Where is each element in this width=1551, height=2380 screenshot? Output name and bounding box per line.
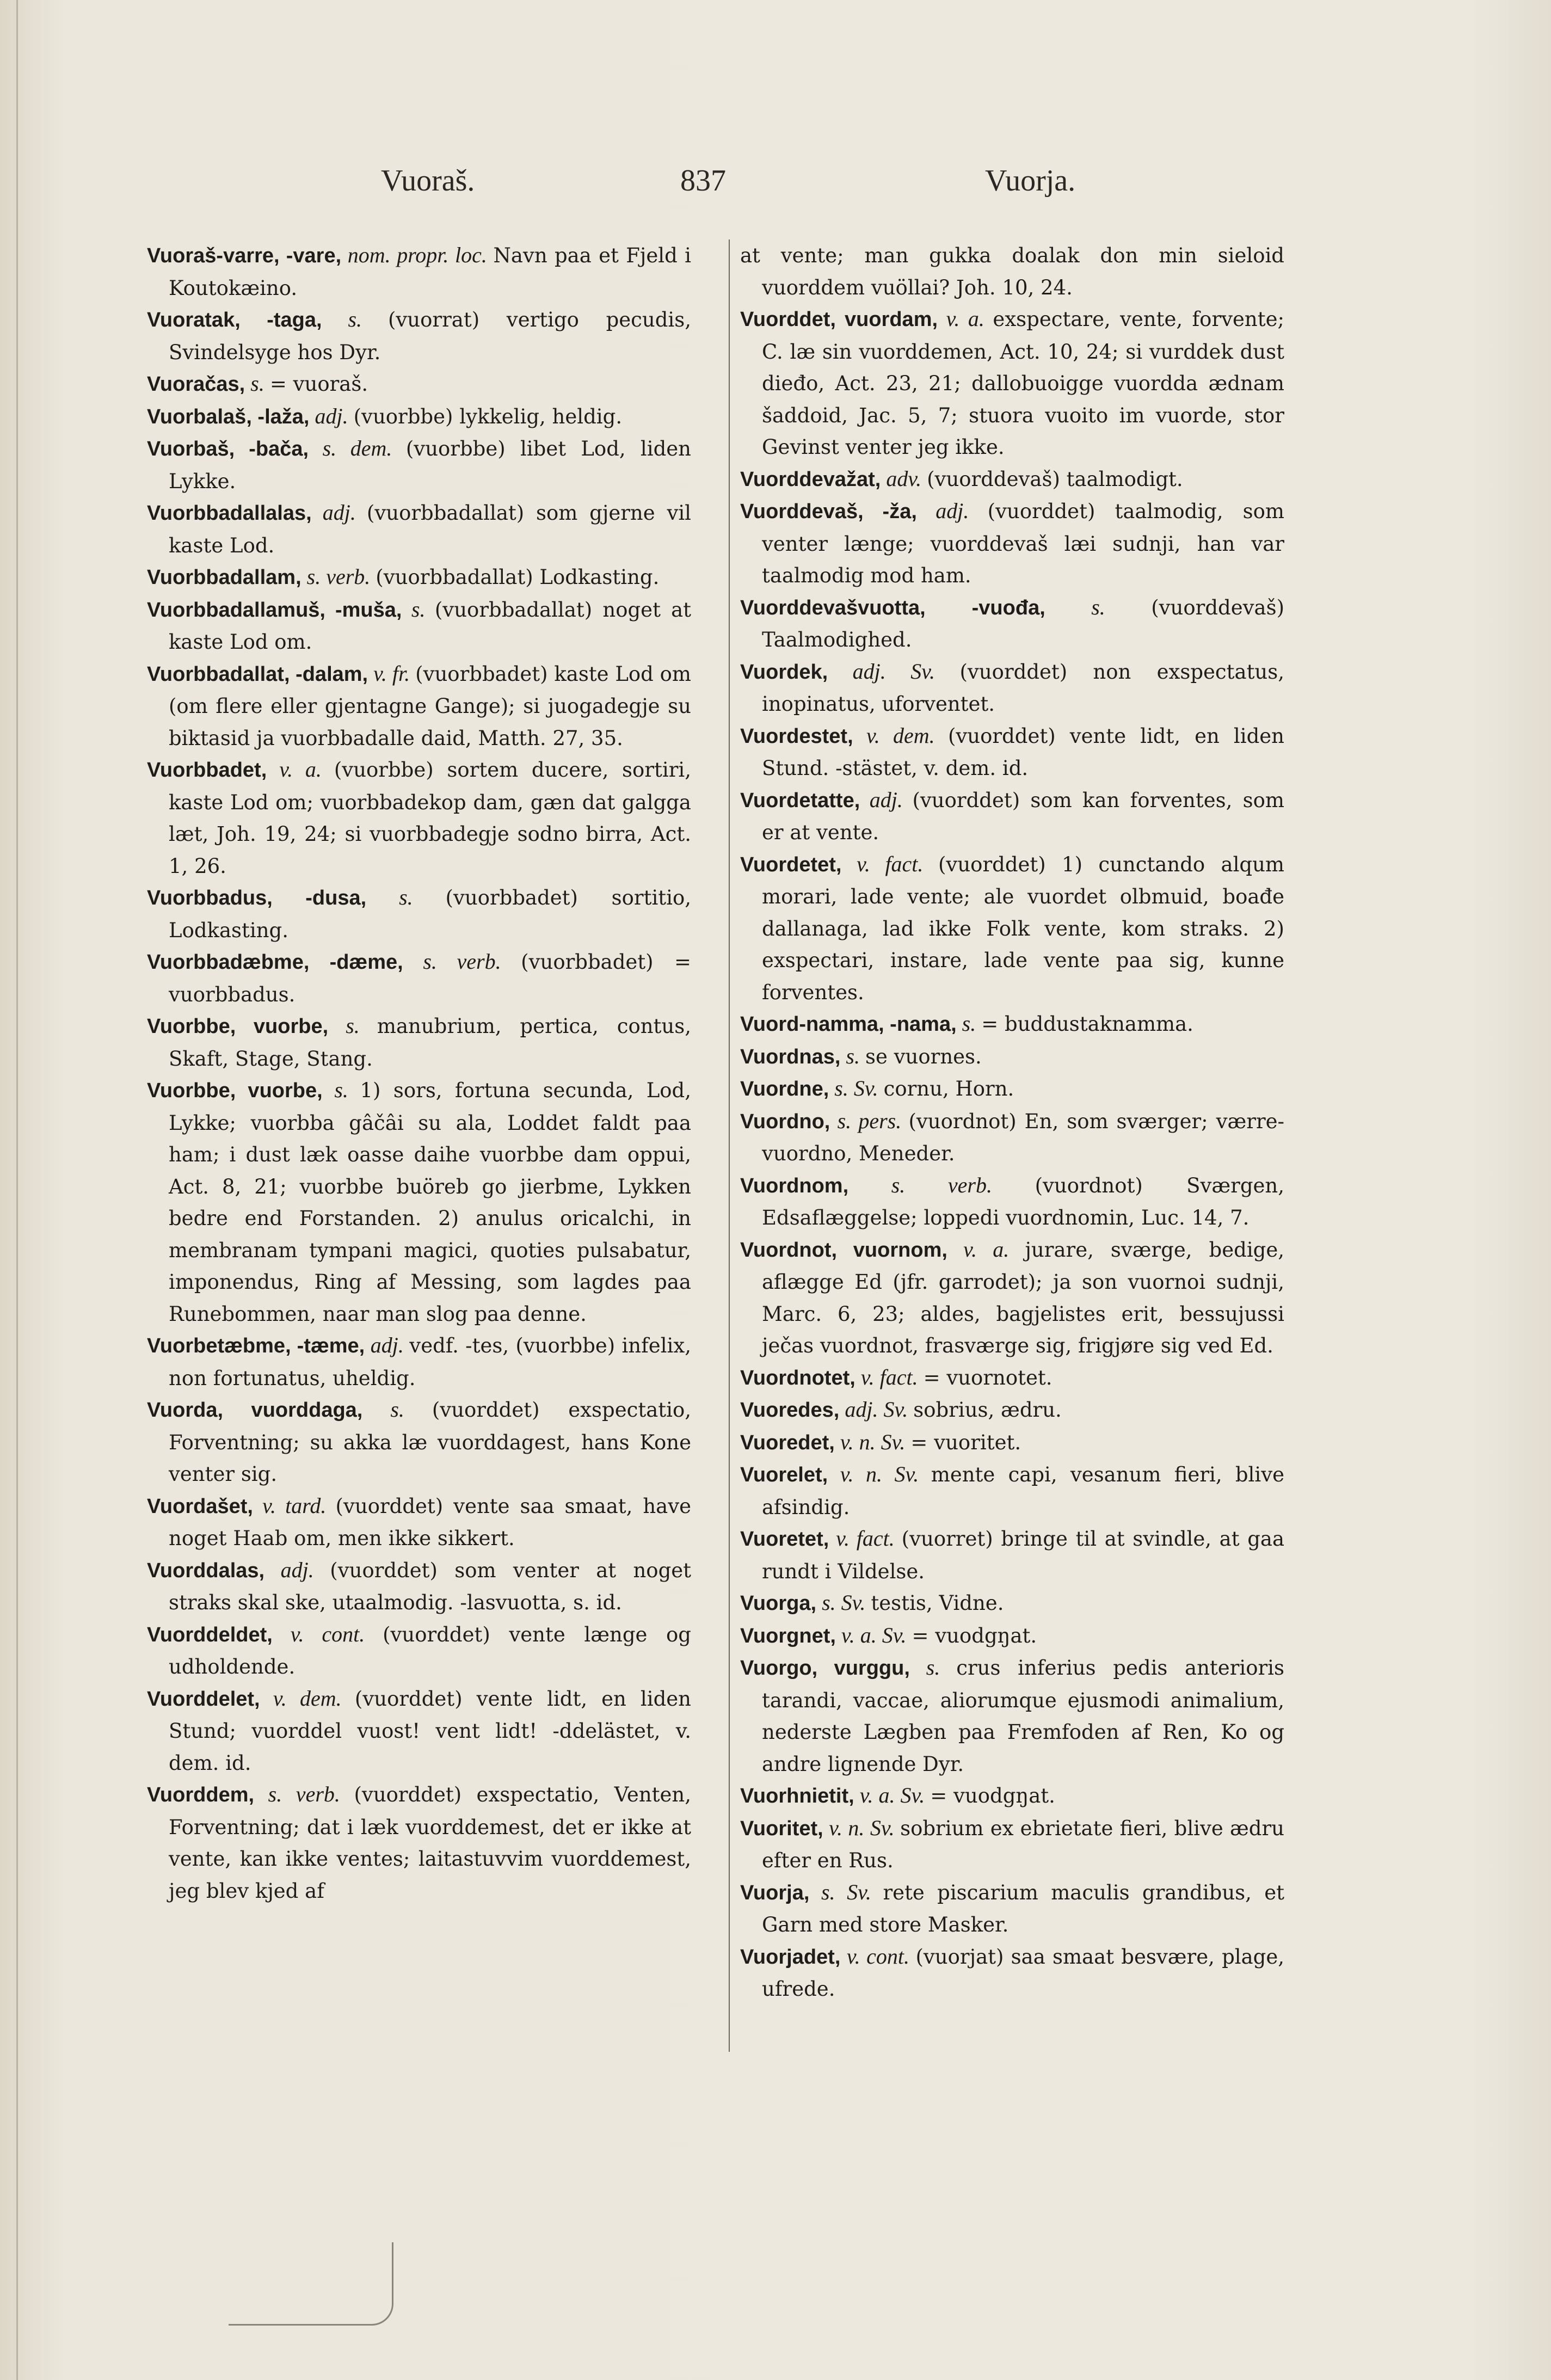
headword: Vuorddalas, <box>147 1559 265 1582</box>
headword: Vuordašet, <box>147 1495 253 1518</box>
grammar-label: s. Sv. <box>822 1590 866 1615</box>
grammar-label: s. pers. <box>837 1108 902 1133</box>
headword: Vuorbalaš, -laža, <box>147 405 310 428</box>
definition-text: crus inferius pedis anterioris tarandi, vaccae, aliorumque ejusmodi animalium, nederste Lægben paa Fremfoden af Ren, Ko og andre lignende Dyr. <box>762 1656 1284 1776</box>
dictionary-entry <box>740 1362 1284 1394</box>
definition-text: = vuodgŋat. <box>912 1623 1037 1647</box>
definition-text: mente capi, vesanum fieri, blive afsindig. <box>762 1463 1285 1519</box>
definition-text: (vuorrat) vertigo pecudis, Svindelsyge hos Dyr. <box>169 308 691 364</box>
headword: Vuorjadet, <box>740 1945 841 1969</box>
headword: Vuoratak, -taga, <box>147 309 322 331</box>
grammar-label: adj. <box>315 403 348 428</box>
headword: Vuorgnet, <box>740 1624 836 1647</box>
dictionary-entry <box>740 656 1284 720</box>
dictionary-entry <box>740 784 1284 848</box>
headword: Vuorddet, vuordam, <box>740 308 938 331</box>
grammar-label: s. <box>348 307 362 331</box>
dictionary-entry <box>740 1073 1284 1105</box>
dictionary-entry <box>740 1008 1284 1041</box>
headword: Vuorddevaš, -ža, <box>740 500 917 523</box>
grammar-label: v. a. <box>963 1237 1010 1262</box>
definition-text: (vuorbbadet) kaste Lod om (om flere eller gjentagne Gange); si juogadegje su biktasid ja vuorbbadalle daid, Matth. 27, 35. <box>169 662 691 750</box>
headword: Vuorga, <box>740 1592 817 1615</box>
definition-text: se vuornes. <box>865 1044 982 1068</box>
dictionary-entry <box>740 1652 1284 1780</box>
headword: Vuoretet, <box>740 1528 829 1551</box>
headword: Vuorddelet, <box>147 1687 260 1711</box>
grammar-label: s. verb. <box>268 1782 340 1806</box>
dictionary-entry <box>147 1010 691 1074</box>
grammar-label: nom. propr. loc. <box>347 243 487 267</box>
dictionary-entry <box>740 1394 1284 1426</box>
headword: Vuorda, vuorddaga, <box>147 1399 363 1422</box>
grammar-label: adv. <box>886 466 922 491</box>
dictionary-entry <box>147 1074 691 1330</box>
dictionary-entry <box>147 946 691 1010</box>
definition-text: (vuorbbe) lykkelig, heldig. <box>353 404 623 428</box>
dictionary-entry <box>740 1426 1284 1459</box>
dictionary-entry <box>147 1394 691 1490</box>
dictionary-entry <box>740 1620 1284 1652</box>
grammar-label: v. a. Sv. <box>841 1622 907 1647</box>
headword: Vuorbbadus, -dusa, <box>147 887 367 909</box>
definition-text: cornu, Horn. <box>883 1077 1014 1100</box>
dictionary-entry <box>740 1234 1284 1362</box>
headword: Vuorbbe, vuorbe, <box>147 1079 323 1102</box>
headword: Vuordetet, <box>740 853 842 876</box>
dictionary-entry <box>147 1490 691 1554</box>
definition-text: (vuordnot) Sværgen, Edsaflæggelse; loppedi vuordnomin, Luc. 14, 7. <box>762 1173 1285 1229</box>
headword: Vuorbbadallat, -dalam, <box>147 662 368 686</box>
headword: Vuorddevažat, <box>740 468 881 491</box>
dictionary-entry <box>147 239 691 304</box>
grammar-label: v. dem. <box>866 723 935 748</box>
headword: Vuordnot, vuornom, <box>740 1238 947 1262</box>
grammar-label: s. <box>346 1013 360 1038</box>
definition-text: sobrium ex ebrietate fieri, blive ædru efter en Rus. <box>762 1816 1284 1872</box>
headword: Vuorbaš, -bača, <box>147 438 309 460</box>
definition-text: (vuorbbadet) = vuorbbadus. <box>169 950 691 1006</box>
column-divider <box>729 239 730 2052</box>
grammar-label: s. <box>250 371 264 396</box>
page-number: 837 <box>680 164 726 198</box>
definition-text: exspectare, vente, forvente; C. læ sin vuorddemen, Act. 10, 24; si vurddek dust dieđo, Act. 23, 21; dallobuoigge vuordda ædnam šaddoid, Jac. 5, 7; stuora vuoito im vuorde, stor Gevinst venter jeg ikke. <box>762 308 1284 459</box>
dictionary-entry <box>740 1041 1284 1073</box>
headword: Vuordno, <box>740 1110 830 1133</box>
grammar-label: v. n. Sv. <box>829 1815 895 1840</box>
headword: Vuorhnietit, <box>740 1785 854 1807</box>
definition-text: (vuorddet) exspectatio, Forventning; su akka læ vuorddagest, hans Kone venter sig. <box>169 1398 691 1486</box>
definition-text: vedf. -tes, (vuorbbe) infelix, non fortunatus, uheldig. <box>169 1334 691 1390</box>
headword: Vuorbbadallamuš, -muša, <box>147 598 402 622</box>
definition-text: = vuoraš. <box>269 372 368 396</box>
grammar-label: adj. <box>280 1557 314 1582</box>
running-head-left: Vuoraš. <box>381 164 475 198</box>
grammar-label: s. <box>1091 594 1105 619</box>
dictionary-entry <box>147 401 691 433</box>
left-column <box>147 239 691 1907</box>
definition-text: (vuorddevaš) Taalmodighed. <box>762 595 1285 651</box>
dictionary-entry <box>147 1554 691 1619</box>
grammar-label: s. <box>926 1655 940 1680</box>
definition-text: sobrius, ædru. <box>913 1398 1062 1422</box>
definition-text: (vuorret) bringe til at svindle, at gaa rundt i Vildelse. <box>762 1527 1285 1583</box>
grammar-label: adj. Sv. <box>852 659 935 684</box>
grammar-label: s. <box>399 885 413 909</box>
grammar-label: v. fr. <box>373 661 410 686</box>
dictionary-entry <box>740 1523 1284 1587</box>
headword: Vuordetatte, <box>740 789 860 812</box>
right-column <box>740 239 1284 2005</box>
dictionary-entry <box>740 1105 1284 1170</box>
definition-text: (vuorbbadet) sortitio, Lodkasting. <box>169 886 692 942</box>
dictionary-entry <box>147 594 691 658</box>
headword: Vuorelet, <box>740 1463 828 1486</box>
headword: Vuorbbadallam, <box>147 566 301 589</box>
corner-mark <box>229 2242 393 2326</box>
definition-text: (vuorddet) vente lidt, en liden Stund. -stästet, v. dem. id. <box>762 724 1285 780</box>
definition-text: rete piscarium maculis grandibus, et Garn med store Masker. <box>762 1880 1285 1936</box>
grammar-label: s. <box>411 596 426 622</box>
grammar-label: s. <box>846 1043 860 1068</box>
dictionary-entry <box>147 497 691 561</box>
definition-text: (vuorddet) som kan forventes, som er at vente. <box>762 788 1285 844</box>
definition-text: manubrium, pertica, contus, Skaft, Stage, Stang. <box>169 1014 692 1071</box>
headword: Vuorbbe, vuorbe, <box>147 1015 329 1038</box>
grammar-label: adj. <box>370 1333 404 1357</box>
grammar-label: s. verb. <box>306 564 371 589</box>
grammar-label: s. <box>390 1397 404 1422</box>
dictionary-entry <box>147 1330 691 1394</box>
headword: Vuoraš-varre, -vare, <box>147 244 342 267</box>
headword: Vuorbbadet, <box>147 759 267 782</box>
headword: Vuordne, <box>740 1078 829 1100</box>
binding-edge <box>16 0 18 2380</box>
headword: Vuoritet, <box>740 1817 823 1840</box>
headword: Vuoredes, <box>740 1399 840 1422</box>
definition-text: (vuorddet) som venter at noget straks skal ske, utaalmodig. -lasvuotta, s. id. <box>169 1558 692 1614</box>
grammar-label: v. tard. <box>262 1493 327 1518</box>
running-head <box>0 163 1551 212</box>
headword: Vuord-namma, -nama, <box>740 1013 957 1036</box>
dictionary-entry <box>740 239 1284 303</box>
grammar-label: v. a. <box>946 306 984 331</box>
grammar-label: s. verb. <box>423 949 501 974</box>
dictionary-entry <box>740 1459 1284 1523</box>
definition-text: (vuorbbadallat) som gjerne vil kaste Lod. <box>169 501 692 557</box>
definition-text: (vuordnot) En, som sværger; værre-vuordno, Meneder. <box>762 1109 1285 1165</box>
definition-text: (vuorddet) non exspectatus, inopinatus, uforventet. <box>762 660 1285 716</box>
dictionary-entry <box>147 1683 691 1779</box>
grammar-label: s. dem. <box>322 436 392 460</box>
headword: Vuoračas, <box>147 373 245 396</box>
headword: Vuordnas, <box>740 1045 841 1068</box>
dictionary-entry <box>147 1779 691 1907</box>
definition-text: (vuorddevaš) taalmodigt. <box>927 467 1183 491</box>
grammar-label: s. Sv. <box>834 1076 878 1100</box>
grammar-label: adj. <box>935 499 969 523</box>
dictionary-entry <box>740 1877 1284 1941</box>
running-head-right: Vuorja. <box>985 164 1076 198</box>
headword: Vuorbetæbme, -tæme, <box>147 1334 365 1357</box>
dictionary-entry <box>740 1587 1284 1620</box>
grammar-label: adj. <box>869 787 903 812</box>
grammar-label: s. Sv. <box>821 1879 871 1904</box>
definition-text: (vuorddet) exspectatio, Venten, Forventning; dat i læk vuorddemest, det er ikke at vente, kan ikke ventes; laitastuvvim vuorddemest, jeg blev kjed af <box>169 1783 692 1903</box>
dictionary-entry <box>740 848 1284 1008</box>
dictionary-entry <box>740 495 1284 592</box>
definition-text: (vuorddet) 1) cunctando alqum morari, lade vente; ale vuordet olbmuid, boađe dallanaga, lad ikke Folk vente, kom straks. 2) exspectari, instare, lade vente paa sig, kunne forventes. <box>762 852 1285 1004</box>
definition-text: = vuornotet. <box>923 1366 1053 1389</box>
definition-text: jurare, sværge, bedige, aflægge Ed (jfr. garrodet); ja son vuornoi sudnji, Marc. 6, 23; aldes, bagjelistes erit, bessujussi ječas vuordnot, frasværge sig, frigjøre sig ved Ed. <box>762 1238 1284 1357</box>
grammar-label: s. <box>962 1011 976 1036</box>
grammar-label: v. dem. <box>273 1686 342 1711</box>
headword: Vuorbbadallalas, <box>147 502 312 525</box>
dictionary-entry <box>740 303 1284 463</box>
definition-text: Navn paa et Fjeld i Koutokæino. <box>169 244 691 300</box>
definition-text: (vuorbbe) libet Lod, liden Lykke. <box>169 437 692 493</box>
headword: Vuordnotet, <box>740 1366 855 1389</box>
dictionary-entry <box>147 658 691 754</box>
headword: Vuorgo, vurggu, <box>740 1657 910 1680</box>
headword: Vuorddem, <box>147 1784 255 1806</box>
dictionary-entry <box>740 1941 1284 2005</box>
grammar-label: adj. Sv. <box>845 1397 908 1422</box>
definition-text: testis, Vidne. <box>871 1591 1004 1615</box>
dictionary-entry <box>740 720 1284 784</box>
dictionary-entry <box>740 1812 1284 1877</box>
grammar-label: v. n. Sv. <box>840 1462 919 1486</box>
dictionary-entry <box>740 592 1284 656</box>
dictionary-entry <box>740 463 1284 496</box>
headword: Vuorja, <box>740 1881 810 1904</box>
grammar-label: s. <box>334 1078 348 1102</box>
headword: Vuordek, <box>740 660 828 684</box>
headword: Vuordnom, <box>740 1174 849 1197</box>
grammar-label: v. cont. <box>290 1621 365 1646</box>
definition-text: (vuorbbe) sortem ducere, sortiri, kaste Lod om; vuorbbadekop dam, gæn dat galgga læt, Joh. 19, 24; si vuorbbadegje sodno birra, Act. 1, 26. <box>169 758 691 878</box>
grammar-label: v. fact. <box>857 851 924 876</box>
grammar-label: v. a. <box>279 757 322 782</box>
definition-text: at vente; man gukka doalak don min sieloid vuorddem vuöllai? Joh. 10, 24. <box>740 244 1284 299</box>
grammar-label: s. verb. <box>891 1172 992 1197</box>
headword: Vuordestet, <box>740 724 853 748</box>
definition-text: (vuorbbadallat) Lodkasting. <box>376 565 660 589</box>
grammar-label: adj. <box>322 500 356 525</box>
dictionary-entry <box>147 433 691 497</box>
definition-text: (vuorjat) saa smaat besvære, plage, ufrede. <box>762 1945 1285 2001</box>
definition-text: (vuorddet) vente længe og udholdende. <box>169 1622 691 1678</box>
definition-text: = vuoritet. <box>910 1430 1021 1454</box>
definition-text: 1) sors, fortuna secunda, Lod, Lykke; vuorbba gâčâi su ala, Loddet faldt paa ham; i dust læk oasse daihe vuorbbe dam oppui, Act. 8, 21; vuorbbe buöreb go jierbme, Lykken bedre end Forstanden. 2) anulus oricalchi, in membranam tympani magici, quoties pulsabatur, imponendus, Ring af Messing, som lagdes paa Runebommen, naar man slog paa denne. <box>169 1079 692 1326</box>
grammar-label: v. cont. <box>846 1944 909 1969</box>
definition-text: (vuorbbadallat) noget at kaste Lod om. <box>169 598 692 654</box>
headword: Vuorddevašvuotta, -vuođa, <box>740 596 1045 619</box>
definition-text: (vuorddet) vente lidt, en liden Stund; vuorddel vuost! vent lidt! -ddelästet, v. dem. id. <box>169 1687 691 1775</box>
grammar-label: v. a. Sv. <box>859 1783 925 1807</box>
grammar-label: v. fact. <box>836 1526 895 1551</box>
dictionary-entry <box>147 882 691 946</box>
headword: Vuoredet, <box>740 1431 835 1454</box>
dictionary-entry <box>740 1780 1284 1812</box>
dictionary-entry <box>147 1619 691 1683</box>
dictionary-entry <box>147 368 691 401</box>
dictionary-entry <box>147 561 691 594</box>
headword: Vuorddeldet, <box>147 1623 273 1646</box>
dictionary-entry <box>147 304 691 368</box>
grammar-label: v. fact. <box>860 1364 918 1389</box>
definition-text: (vuorddet) taalmodig, som venter længe; vuorddevaš læi sudnji, han var taalmodig mod ham. <box>762 500 1285 587</box>
grammar-label: v. n. Sv. <box>840 1429 906 1454</box>
dictionary-entry <box>740 1170 1284 1234</box>
headword: Vuorbbadæbme, -dæme, <box>147 951 403 974</box>
definition-text: = buddustaknamma. <box>981 1012 1193 1036</box>
definition-text: = vuodgŋat. <box>930 1784 1055 1807</box>
definition-text: (vuorddet) vente saa smaat, have noget Haab om, men ikke sikkert. <box>169 1494 692 1550</box>
dictionary-entry <box>147 754 691 882</box>
